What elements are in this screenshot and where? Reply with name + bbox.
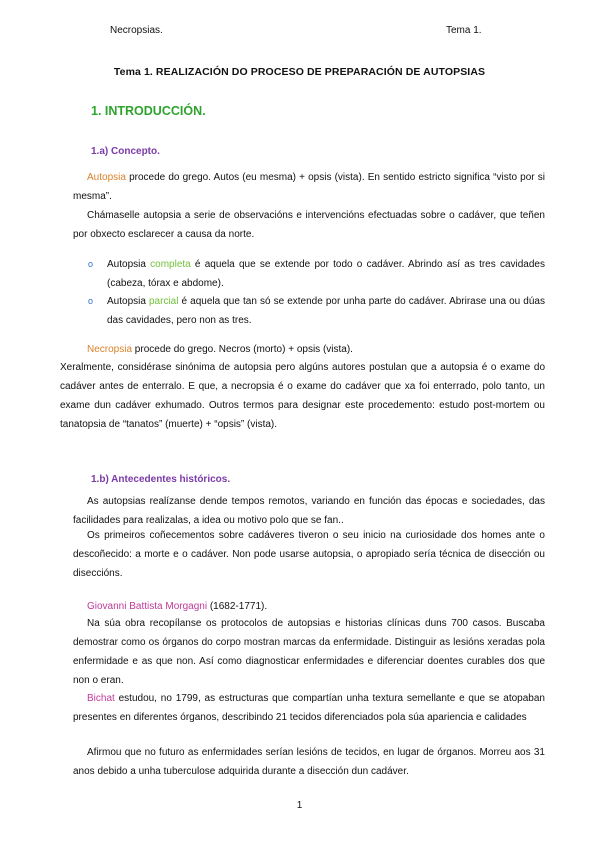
- necropsia-definition-text: procede do grego. Necros (morto) + opsis (vista).: [132, 344, 353, 355]
- list-item-autopsia-parcial: [73, 292, 545, 330]
- subsection-antecedentes-heading: 1.b) Antecedentes históricos.: [91, 474, 231, 485]
- bullet-prefix: Autopsia: [107, 259, 151, 270]
- bichat-name: Bichat: [87, 693, 115, 704]
- bullet-circle-icon: o: [88, 259, 94, 269]
- autopsia-definition-paragraph: [73, 168, 545, 206]
- necropsia-term: Necropsia: [87, 344, 133, 355]
- bichat-paragraph-2: Afirmou que no futuro as enfermidades serían lesións de tecidos, en lugar de órganos. Morreu aos 31 anos debido a unha tuberculose adquirida durante a disección dun cadáver.: [73, 747, 545, 777]
- bichat-text: estudou, no 1799, as estructuras que compartían unha textura semellante e que se atopaban presentes en diferentes órganos, describindo 21 tecidos diferenciados pola súa apariencia e calidades: [73, 693, 545, 723]
- document-title: Tema 1. REALIZACIÓN DO PROCESO DE PREPARACIÓN DE AUTOPSIAS: [113, 66, 486, 78]
- necropsia-description-paragraph: Xeralmente, considérase sinónima de autopsia pero algúns autores postulan que a autopsia é o exame do cadáver antes de enterralo. E que, a necropsia é o exame do cadáver que xa foi enterrado, polo tanto, un exame dun cadáver exhumado. Outros termos para designar este procedemento: estudo post-mortem ou tanatopsia de “tanatos” (muerte) + “opsis” (vista).: [60, 362, 545, 430]
- morgagni-name: Giovanni Battista Morgagni: [87, 601, 208, 612]
- header-right: Tema 1.: [446, 25, 482, 36]
- completa-term: completa: [150, 259, 191, 270]
- morgagni-dates: (1682-1771).: [207, 601, 268, 612]
- autopsia-definition-text: procede do grego. Autos (eu mesma) + opsis (vista). En sentido estricto significa “visto por si mesma”.: [73, 172, 545, 202]
- necropsia-definition-line: [73, 340, 545, 359]
- completa-text: é aquela que se extende por todo o cadáver. Abrindo así as tres cavidades (cabeza, tórax e abdome).: [107, 259, 545, 289]
- bullet-prefix: Autopsia: [107, 296, 149, 307]
- header-left: Necropsias.: [110, 25, 163, 36]
- antecedentes-paragraph-1: As autopsias realízanse dende tempos remotos, variando en función das épocas e sociedades, das facilidades para realizalas, a idea ou motivo polo que se fan..: [73, 496, 545, 526]
- parcial-text: é aquela que tan só se extende por unha parte do cadáver. Abrirase una ou dúas das cavidades, pero non as tres.: [107, 296, 545, 326]
- morgagni-paragraph: Na súa obra recopílanse os protocolos de autopsias e historias clínicas duns 700 casos. Buscaba demostrar como os órganos do corpo mostran marcas da enfermidade. Distinguir as lesións xeradas pola enfermidade e as que non. Así como diagnosticar enfermidades e diferenciar doentes curables dos que non o eran.: [73, 618, 545, 686]
- autopsia-term: Autopsia: [87, 172, 126, 183]
- bichat-paragraph: [73, 689, 545, 727]
- subsection-concepto-heading: 1.a) Concepto.: [91, 146, 160, 157]
- bullet-circle-icon: o: [88, 296, 94, 306]
- parcial-term: parcial: [148, 296, 179, 307]
- section-introduccion-heading: 1. INTRODUCCIÓN.: [91, 104, 206, 118]
- autopsia-description-paragraph: Chámaselle autopsia a serie de observacións e intervencións efectuadas sobre o cadáver, que teñen por obxecto esclarecer a causa da norte.: [73, 210, 545, 240]
- list-item-autopsia-completa: [73, 255, 545, 293]
- page-number: 1: [296, 800, 303, 811]
- antecedentes-paragraph-2: Os primeiros coñecementos sobre cadáveres tiveron o seu inicio na curiosidade dos homes ante o descoñecido: a morte e o cadáver. Non pode usarse autopsia, o apropiado sería técnica de disección ou diseccións.: [73, 530, 545, 579]
